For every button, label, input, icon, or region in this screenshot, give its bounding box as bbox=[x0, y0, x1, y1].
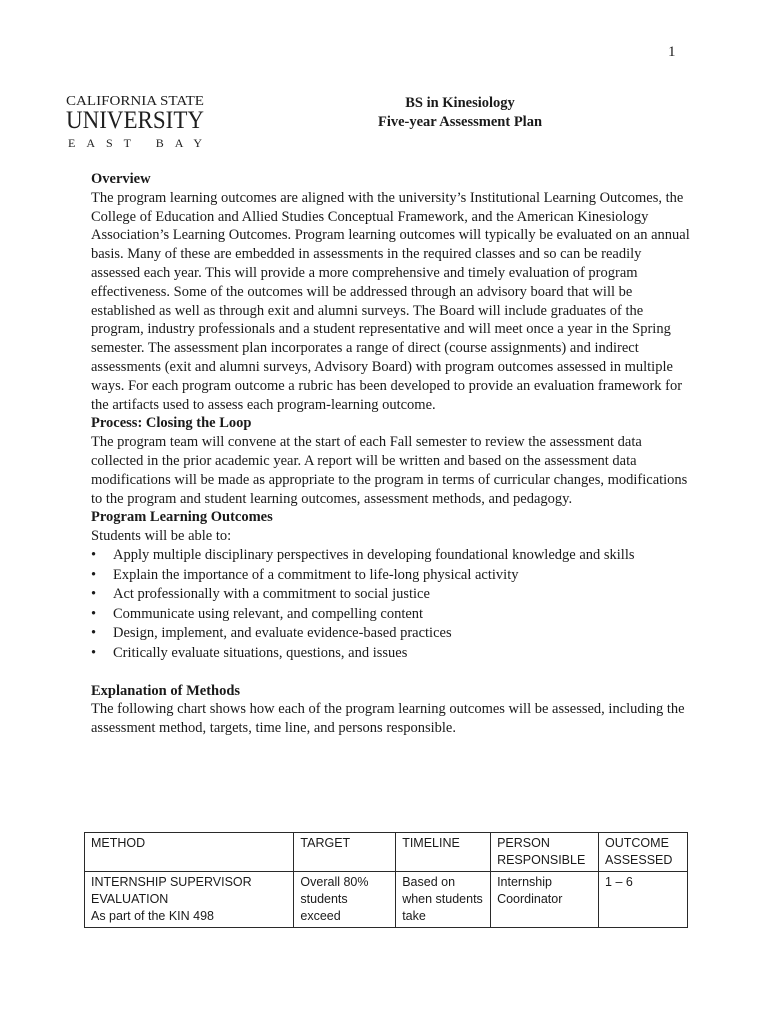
cell-method bbox=[85, 872, 294, 928]
list-item-text: Design, implement, and evaluate evidence-based practices bbox=[113, 625, 452, 642]
bullet-icon: • bbox=[91, 546, 97, 563]
list-item bbox=[91, 566, 691, 585]
overview-heading: Overview bbox=[91, 171, 151, 187]
overview-paragraph: The program learning outcomes are aligned with the university’s Institutional Learning Outcomes, the College of Education and Allied Studies Conceptual Framework, and the American Kinesiology Association’s Learning Outcomes. Program learning outcomes will typically be evaluated on an annual basis. Many of these are embedded in assessments in the required classes and so can be readily assessed each year. This will provide a more comprehensive and timely evaluation of program effectiveness. Some of the outcomes will be addressed through an advisory board that will be established as well as through exit and alumni surveys. The Board will include graduates of the program, industry professionals and a student representative and will meet once a year in the Spring semester. The assessment plan incorporates a range of direct (course assignments) and indirect assessments (exit and alumni surveys, Advisory Board) with program outcomes assessed in multiple ways. For each program outcome a rubric has been developed to provide an evaluation framework for the artifacts used to assess each program-learning outcome. bbox=[91, 189, 690, 413]
header-timeline: TIMELINE bbox=[396, 833, 491, 872]
outcomes-list bbox=[91, 546, 691, 663]
list-item bbox=[91, 644, 691, 663]
university-logo bbox=[66, 92, 206, 157]
list-item bbox=[91, 605, 691, 624]
list-item bbox=[91, 624, 691, 643]
list-item bbox=[91, 585, 691, 604]
methods-heading: Explanation of Methods bbox=[91, 682, 241, 699]
method-line2: EVALUATION bbox=[91, 892, 169, 906]
bullet-icon: • bbox=[91, 586, 97, 603]
bullet-icon: • bbox=[91, 566, 97, 583]
cell-target: Overall 80% students exceed bbox=[294, 872, 396, 928]
header-outcome: OUTCOME ASSESSED bbox=[599, 833, 688, 872]
page-number: 1 bbox=[668, 44, 676, 60]
outcomes-intro: Students will be able to: bbox=[91, 528, 232, 545]
logo-line1: CALIFORNIA STATE bbox=[66, 93, 204, 108]
outcomes-heading: Program Learning Outcomes bbox=[91, 509, 273, 526]
bullet-icon: • bbox=[91, 625, 97, 642]
cell-outcome: 1 – 6 bbox=[599, 872, 688, 928]
document-title bbox=[340, 94, 580, 132]
title-line2: Five-year Assessment Plan bbox=[377, 114, 543, 130]
title-line1: BS in Kinesiology bbox=[405, 95, 515, 111]
cell-timeline: Based on when students take bbox=[396, 872, 491, 928]
list-item-text: Communicate using relevant, and compelling content bbox=[113, 605, 424, 622]
process-paragraph: The program team will convene at the start of each Fall semester to review the assessment data collected in the prior academic year. A report will be written and based on the assessment data modifications will be made as appropriate to the program in terms of curricular changes, modifications to the program and student learning outcomes, assessment methods, and pedagogy. bbox=[91, 434, 688, 507]
list-item-text: Critically evaluate situations, questions, and issues bbox=[113, 644, 408, 661]
logo-graphic bbox=[66, 92, 206, 152]
bullet-icon: • bbox=[91, 605, 97, 622]
bullet-icon: • bbox=[91, 644, 97, 661]
table-row bbox=[85, 872, 688, 928]
cell-person: Internship Coordinator bbox=[491, 872, 599, 928]
method-line3: As part of the KIN 498 bbox=[91, 909, 214, 923]
header-method: METHOD bbox=[85, 833, 294, 872]
document-body bbox=[91, 170, 691, 738]
table-header-row bbox=[85, 833, 688, 872]
list-item bbox=[91, 546, 691, 565]
header-target: TARGET bbox=[294, 833, 396, 872]
process-heading: Process: Closing the Loop bbox=[91, 415, 252, 432]
logo-line2: UNIVERSITY bbox=[66, 107, 204, 134]
logo-line3: EAST BAY bbox=[68, 136, 202, 150]
methods-paragraph: The following chart shows how each of the program learning outcomes will be assessed, including the assessment method, targets, time line, and persons responsible. bbox=[91, 701, 685, 737]
methods-table bbox=[84, 832, 688, 928]
list-item-text: Explain the importance of a commitment to life-long physical activity bbox=[113, 566, 519, 583]
list-item-text: Apply multiple disciplinary perspectives in developing foundational knowledge and skills bbox=[113, 546, 635, 563]
section-spacer bbox=[91, 664, 691, 682]
list-item-text: Act professionally with a commitment to social justice bbox=[113, 586, 430, 603]
header-person: PERSON RESPONSIBLE bbox=[491, 833, 599, 872]
method-line1: INTERNSHIP SUPERVISOR bbox=[91, 875, 252, 889]
